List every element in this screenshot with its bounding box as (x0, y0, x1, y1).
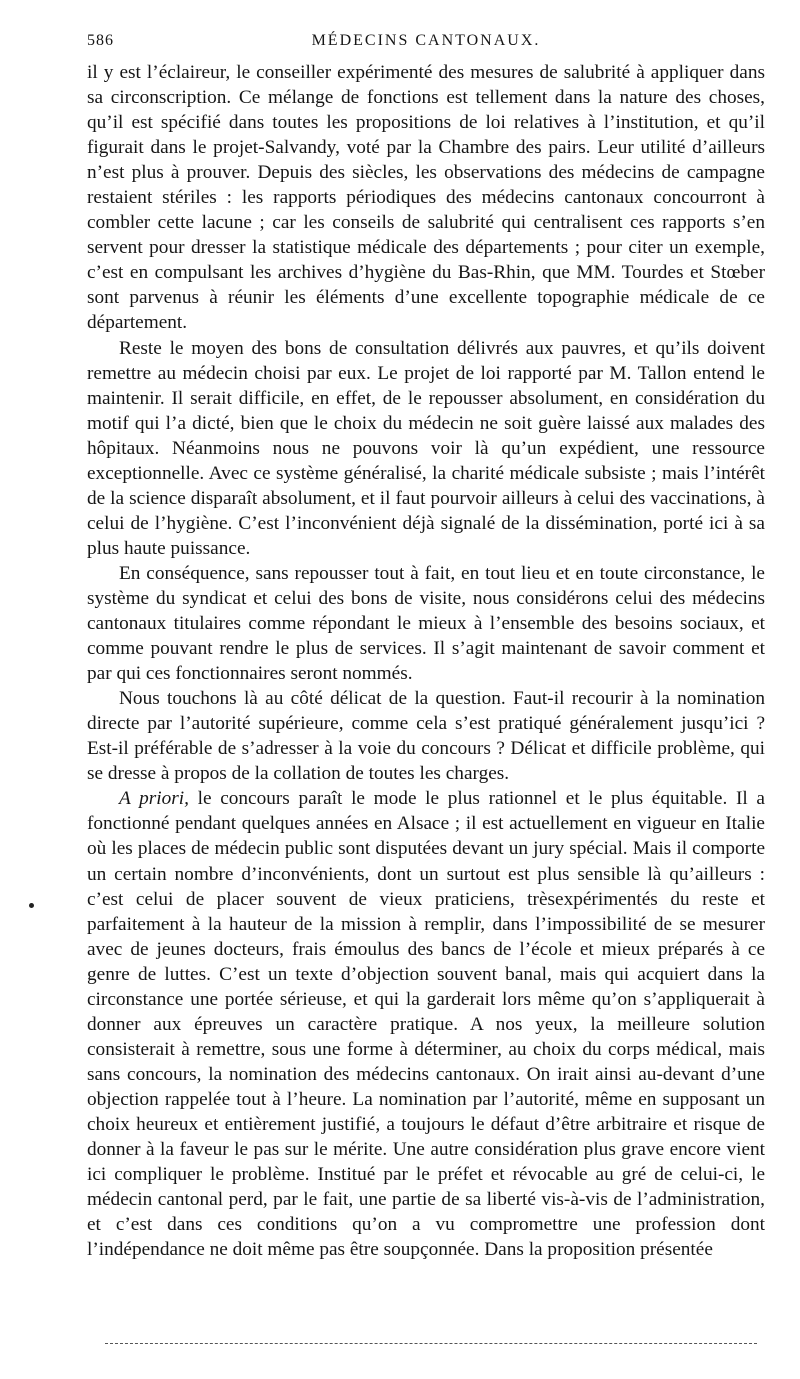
running-title: MÉDECINS CANTONAUX. (311, 32, 541, 49)
paragraph (87, 561, 765, 686)
margin-ink-dot (29, 903, 34, 908)
paragraph (87, 686, 765, 786)
document-page (87, 30, 765, 1262)
paragraph-text: il y est l’éclaireur, le conseiller expérimenté des mesures de salubrité à appliquer dans sa circonscription. Ce mélange de fonctions est tellement dans la nature des choses, qu’il est spécifié dans toutes les propositions de loi relatives à l’institution, et qu’il figurait dans le projet-Salvandy, voté par la Chambre des pairs. Leur utilité d’ailleurs n’est plus à prouver. Depuis des siècles, les observations des médecins de campagne restaient stériles : les rapports périodiques des médecins cantonaux concourront à combler cette lacune ; car les conseils de salubrité qui centralisent ces rapports s’en servent pour dresser la statistique médicale des départements ; pour citer un exemple, c’est en compulsant les archives d’hygiène du Bas-Rhin, que MM. Tourdes et Stœber sont parvenus à réunir les éléments d’une excellente topographie médicale de ce département. (87, 62, 765, 334)
paragraph (87, 786, 765, 1262)
running-head (87, 30, 765, 60)
paragraph-text: En conséquence, sans repousser tout à fait, en tout lieu et en toute circonstance, le système du syndicat et celui des bons de visite, nous considérons celui des médecins cantonaux titulaires comme répondant le mieux à l’ensemble des besoins sociaux, et comme pouvant rendre le plus de services. Il s’agit maintenant de savoir comment et par qui ces fonctionnaires seront nommés. (87, 562, 765, 685)
footer-rule (105, 1343, 757, 1344)
page-number: 586 (87, 32, 114, 49)
paragraph-text: Nous touchons là au côté délicat de la question. Faut-il recourir à la nomination directe par l’autorité supérieure, comme cela s’est pratiqué généralement jusqu’ici ? Est-il préférable de s’adresser à la voie du concours ? Délicat et difficile problème, qui se dresse à propos de la collation de toutes les charges. (87, 688, 765, 785)
paragraph (87, 60, 765, 336)
body-text (87, 60, 765, 1262)
paragraph-text: Reste le moyen des bons de consultation délivrés aux pauvres, et qu’ils doivent remettre au médecin choisi par eux. Le projet de loi rapporté par M. Tallon entend le maintenir. Il serait difficile, en effet, de le repousser absolument, en considération du motif qui l’a dicté, bien que le choix du médecin ne soit guère laissé aux malades des hôpitaux. Néanmoins nous ne pouvons voir là qu’un expédient, une ressource exceptionnelle. Avec ce système généralisé, la charité médicale subsiste ; mais l’intérêt de la science disparaît absolument, et il faut pourvoir ailleurs à celui des vaccinations, à celui de l’hygiène. C’est l’inconvénient déjà signalé de la dissémination, porté ici à sa plus haute puissance. (87, 337, 765, 559)
paragraph (87, 336, 765, 561)
italic-lead: A priori, (119, 788, 189, 810)
paragraph-text: le concours paraît le mode le plus rationnel et le plus équitable. Il a fonctionné pendant quelques années en Alsace ; il est actuellement en vigueur en Italie où les places de médecin public sont disputées devant un jury spécial. Mais il comporte un certain nombre d’inconvénients, dont un surtout est plus sensible là qu’ailleurs : c’est celui de placer souvent de vieux praticiens, trèsexpérimentés du reste et parfaitement à la hauteur de la mission à remplir, dans l’impossibilité de se mesurer avec de jeunes docteurs, frais émoulus des bancs de l’école et mieux préparés à ce genre de luttes. C’est un texte d’objection souvent banal, mais qui acquiert dans la circonstance une portée sérieuse, et qui la garderait lors même qu’on s’appliquerait à donner aux épreuves un caractère pratique. A nos yeux, la meilleure solution consisterait à remettre, sous une forme à déterminer, au choix du corps médical, mais sans concours, la nomination des médecins cantonaux. On irait ainsi au-devant d’une objection rappelée tout à l’heure. La nomination par l’autorité, même en supposant un choix heureux et entièrement justifié, a toujours le défaut d’être arbitraire et risque de donner à la faveur le pas sur le mérite. Une autre considération plus grave encore vient ici compliquer le problème. Institué par le préfet et révocable au gré de celui-ci, le médecin cantonal perd, par le fait, une partie de sa liberté vis-à-vis de l’administration, et c’est dans ces conditions qu’on a vu compromettre une profession dont l’indépendance ne doit même pas être soupçonnée. Dans la proposition présentée (87, 788, 765, 1261)
